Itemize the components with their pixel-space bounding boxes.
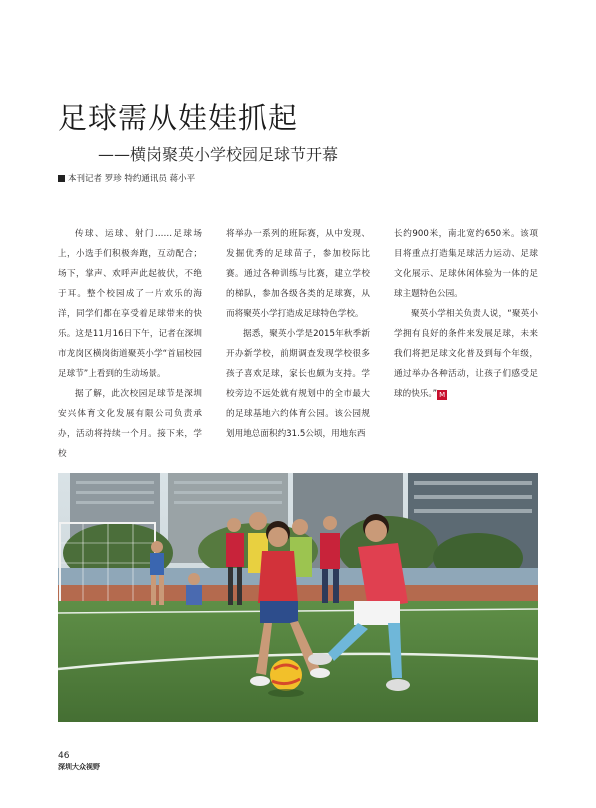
magazine-name: 深圳大众视野 — [58, 762, 100, 771]
paragraph: 据悉，聚英小学是2015年秋季新开办新学校，前期调查发现学校很多孩子喜欢足球，家长也颇为支持。学校旁边不远处就有规划中的全市最大的足球基地六约体育公园。该公园规划用地总面积约31.5公顷，用地东西 — [226, 329, 370, 439]
paragraph: 传球、运球、射门……足球场上，小选手们积极奔跑，互动配合；场下，掌声、欢呼声此起彼伏，不绝于耳。整个校园成了一片欢乐的海洋，同学们都在享受着足球带来的快乐。这是11月16日下午，记者在深圳市龙岗区横岗街道聚英小学“首届校园足球节”上看到的生动场景。 — [58, 229, 202, 379]
text-column-2 — [226, 224, 370, 444]
article-photo — [58, 473, 538, 722]
paragraph: 将举办一系列的班际赛，从中发现、发掘优秀的足球苗子，参加校际比赛。通过各种训练与比赛，建立学校的梯队，参加各级各类的足球赛，从而将聚英小学打造成足球特色学校。 — [226, 229, 370, 319]
paragraph — [394, 304, 538, 404]
text-column-3 — [394, 224, 538, 404]
byline-text: 本刊记者 罗珍 特约通讯员 蒋小平 — [68, 174, 196, 184]
byline — [58, 173, 538, 185]
paragraph-text: 聚英小学相关负责人说，“聚英小学拥有良好的条件来发展足球，未来我们将把足球文化普及到每个年级，通过举办各种活动，让孩子们感受足球的快乐。” — [394, 309, 538, 399]
square-bullet-icon — [58, 175, 65, 182]
article-title: 足球需从娃娃抓起 — [58, 101, 299, 135]
paragraph: 据了解，此次校园足球节是深圳安兴体育文化发展有限公司负责承办，活动将持续一个月。接下来，学校 — [58, 389, 202, 459]
article-subtitle: ——横岗聚英小学校园足球节开幕 — [98, 145, 339, 164]
text-column-1 — [58, 224, 202, 464]
paragraph: 长约900米，南北宽约650米。该项目将重点打造集足球活力运动、足球文化展示、足球休闲体验为一体的足球主题特色公园。 — [394, 229, 538, 299]
end-mark-icon: M — [439, 391, 446, 399]
page-number: 46 — [58, 751, 70, 761]
photo-children-playing-football — [58, 473, 538, 722]
